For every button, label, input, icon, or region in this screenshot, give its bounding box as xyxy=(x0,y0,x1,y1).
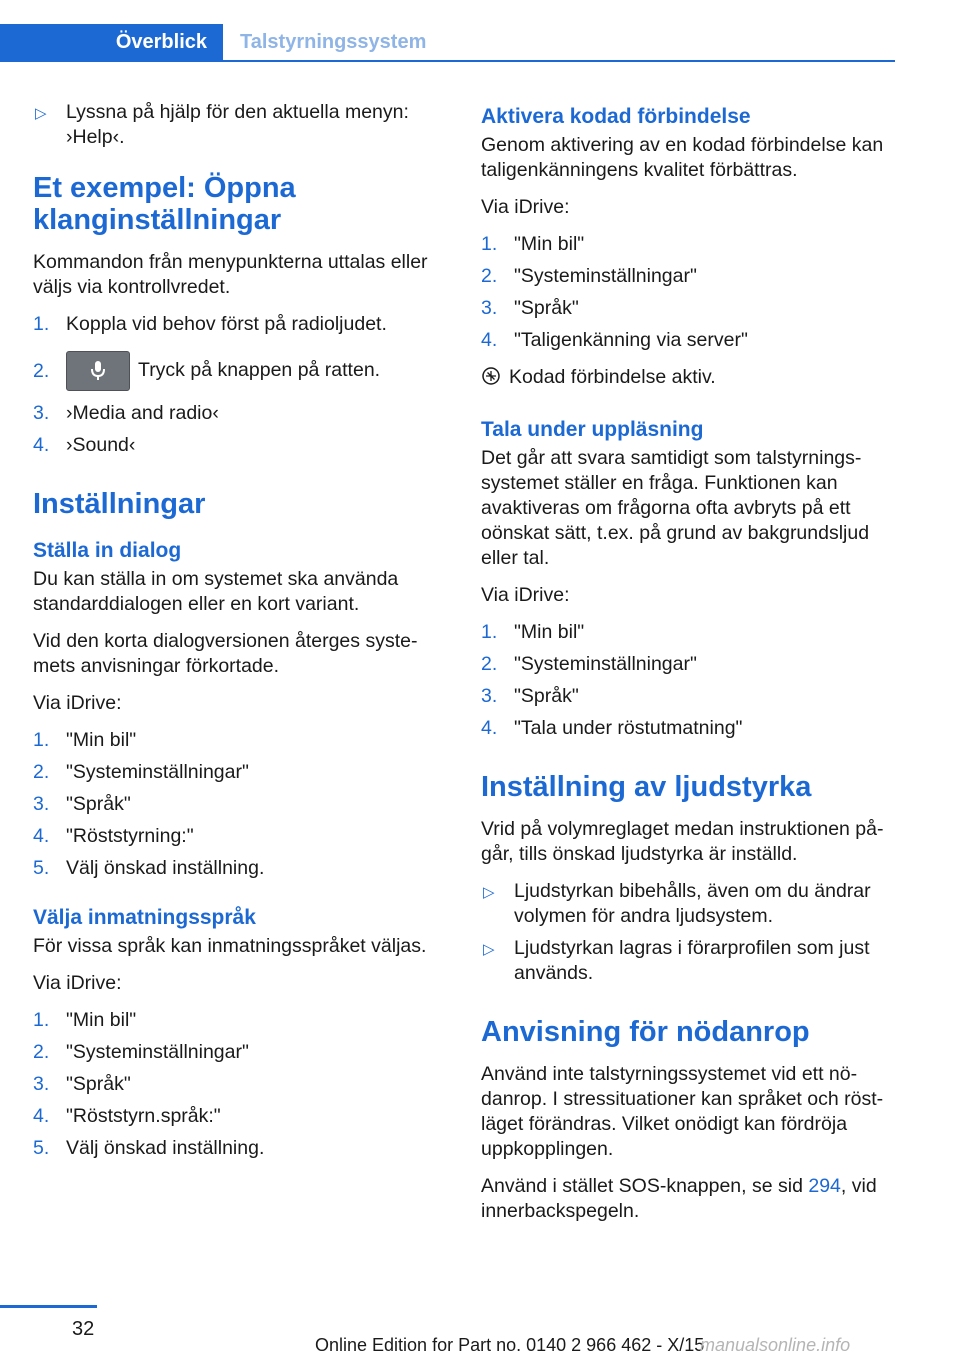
intro-bullet-list xyxy=(33,100,443,150)
list-item: 2. Tryck på knappen på ratten. xyxy=(33,351,443,391)
volume-bullets xyxy=(481,879,891,986)
page-header xyxy=(0,24,895,62)
section-title-emergency: Anvisning för nödanrop xyxy=(481,1016,810,1048)
dialog-text-2: Vid den korta dialogversionen återges systemets anvisningar förkortade. xyxy=(33,630,418,677)
list-item: 1. "Min bil" xyxy=(33,1009,137,1031)
emergency-text-2: Använd i stället SOS-knappen, se sid 294, vid innerbackspegeln. xyxy=(481,1175,877,1222)
right-column xyxy=(481,100,891,1236)
subsection-title-language: Välja inmatningsspråk xyxy=(33,906,256,929)
example-text: Kommandon från menypunkterna uttalas eller väljs via kontrollvredet. xyxy=(33,251,428,298)
mic-button-image xyxy=(66,351,130,391)
list-item: 4. "Röststyrning:" xyxy=(33,825,194,847)
list-item: 4. ›Sound‹ xyxy=(33,434,136,456)
list-item: 5. Välj önskad inställning. xyxy=(33,1137,265,1159)
list-item: 2. "Systeminställningar" xyxy=(33,1041,249,1063)
list-item: 1. "Min bil" xyxy=(33,729,137,751)
list-item: ▷ Ljudstyrkan bibehålls, även om du ändrar volymen för andra ljudsystem. xyxy=(483,880,871,927)
barge-in-steps xyxy=(481,620,891,741)
list-item: 1. "Min bil" xyxy=(481,621,585,643)
example-steps xyxy=(33,312,443,458)
triangle-right-icon: ▷ xyxy=(483,884,495,901)
section-title-settings: Inställningar xyxy=(33,488,206,520)
header-divider xyxy=(0,60,895,62)
page-reference-link[interactable]: 294 xyxy=(808,1175,841,1197)
list-item: 3. "Språk" xyxy=(33,1073,131,1095)
left-column xyxy=(33,100,443,1173)
barge-in-text: Det går att svara samtidigt som talstyrningssystemet ställer en fråga. Funktionen kan avaktiveras om frågorna ofta avbryts på ett oönskat sätt, t.ex. på grund av bakgrundsljud eller tal. xyxy=(481,447,870,569)
list-item: 1. Koppla vid behov först på radioljudet. xyxy=(33,313,387,335)
subsection-title-coded: Aktivera kodad förbindelse xyxy=(481,105,751,128)
subsection-title-barge-in: Tala under uppläsning xyxy=(481,418,704,441)
section-title-volume: Inställning av ljudstyrka xyxy=(481,771,812,803)
triangle-right-icon: ▷ xyxy=(483,941,495,958)
list-item: 4. "Tala under röstutmatning" xyxy=(481,717,743,739)
dialog-steps xyxy=(33,728,443,881)
page-number: 32 xyxy=(72,1318,95,1340)
list-item: 3. "Språk" xyxy=(481,297,579,319)
list-item: 2. "Systeminställningar" xyxy=(33,761,249,783)
volume-text: Vrid på volymreglaget medan instruktionen pågår, tills önskad ljudstyrka är inställd. xyxy=(481,818,884,865)
list-item: 3. "Språk" xyxy=(481,685,579,707)
tab-overview[interactable]: Överblick xyxy=(0,24,223,60)
watermark: manualsonline.info xyxy=(700,1335,851,1355)
language-text: För vissa språk kan inmatningsspråket väljas. xyxy=(33,935,427,957)
edition-text: Online Edition for Part no. 0140 2 966 462 - X/15 xyxy=(315,1335,705,1355)
coded-steps xyxy=(481,232,891,353)
connection-icon xyxy=(481,366,501,393)
list-item: 3. "Språk" xyxy=(33,793,131,815)
list-item: 1. "Min bil" xyxy=(481,233,585,255)
section-title-example: Et exempel: Öppna klanginställningar xyxy=(33,172,296,236)
list-item: 2. "Systeminställningar" xyxy=(481,653,697,675)
list-item: 5. Välj önskad inställning. xyxy=(33,857,265,879)
barge-in-via: Via iDrive: xyxy=(481,584,570,606)
list-item: ▷ Lyssna på hjälp för den aktuella menyn: ›Help‹. xyxy=(35,101,409,148)
subsection-title-dialog: Ställa in dialog xyxy=(33,539,182,562)
dialog-text-1: Du kan ställa in om systemet ska använda standarddialogen eller en kort variant. xyxy=(33,568,399,615)
list-item: 4. "Taligenkänning via server" xyxy=(481,329,748,351)
list-item: 2. "Systeminställningar" xyxy=(481,265,697,287)
tab-voice-control[interactable]: Talstyrningssystem xyxy=(240,30,427,53)
coded-text: Genom aktivering av en kodad förbindelse kan taligenkänningens kvalitet förbättras. xyxy=(481,134,884,181)
language-steps xyxy=(33,1008,443,1161)
list-item: ▷ Ljudstyrkan lagras i förarprofilen som just används. xyxy=(483,937,870,984)
coded-status: Kodad förbindelse aktiv. xyxy=(481,365,891,393)
emergency-text-1: Använd inte talstyrningssystemet vid ett nödanrop. I stressituationer kan språket och röstläget förändras. Vilket onödigt kan fördröja uppkopplingen. xyxy=(481,1063,884,1160)
list-item: 4. "Röststyrn.språk:" xyxy=(33,1105,221,1127)
microphone-icon xyxy=(89,360,107,382)
dialog-via: Via iDrive: xyxy=(33,692,122,714)
footer-divider xyxy=(0,1305,97,1308)
coded-via: Via iDrive: xyxy=(481,196,570,218)
triangle-right-icon: ▷ xyxy=(35,105,47,122)
list-item: 3. ›Media and radio‹ xyxy=(33,402,219,424)
language-via: Via iDrive: xyxy=(33,972,122,994)
